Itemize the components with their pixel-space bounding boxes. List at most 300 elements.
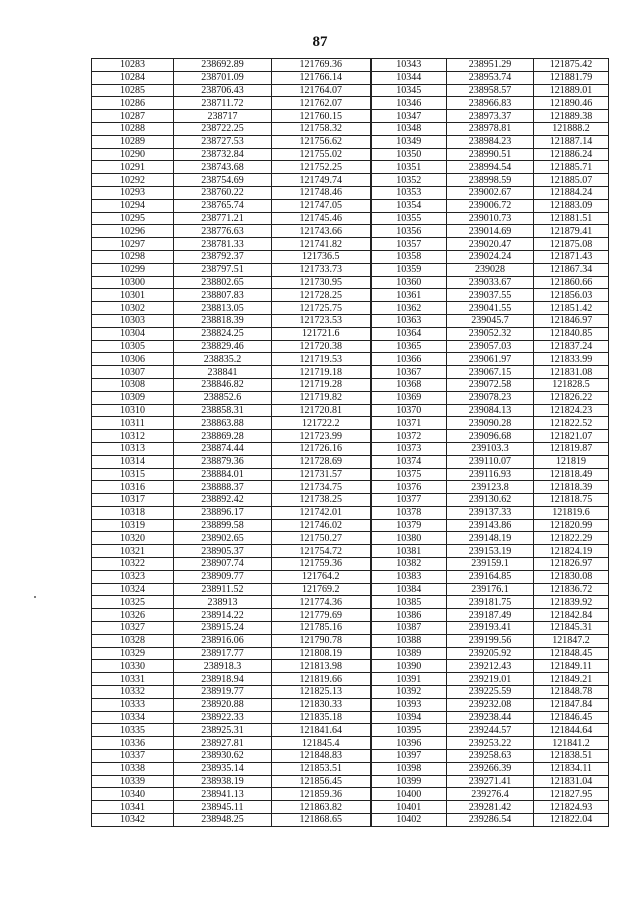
table-row <box>92 135 609 148</box>
point-number-left: 10325 <box>92 596 174 609</box>
scan-speck <box>34 596 36 598</box>
y-coordinate-left: 121719.53 <box>272 353 371 366</box>
y-coordinate-left: 121835.18 <box>272 711 371 724</box>
y-coordinate-left: 121723.53 <box>272 314 371 327</box>
x-coordinate-left: 238802.65 <box>174 276 272 289</box>
x-coordinate-left: 238722.25 <box>174 122 272 135</box>
y-coordinate-left: 121719.18 <box>272 366 371 379</box>
table-row <box>92 596 609 609</box>
y-coordinate-left: 121720.81 <box>272 404 371 417</box>
x-coordinate-left: 238846.82 <box>174 378 272 391</box>
y-coordinate-right: 121840.85 <box>534 327 609 340</box>
y-coordinate-left: 121863.82 <box>272 801 371 814</box>
x-coordinate-left: 238835.2 <box>174 353 272 366</box>
y-coordinate-right: 121847.2 <box>534 634 609 647</box>
point-number-left: 10286 <box>92 97 174 110</box>
x-coordinate-left: 238915.24 <box>174 622 272 635</box>
x-coordinate-right: 239090.28 <box>447 417 534 430</box>
page-number: 87 <box>312 34 328 50</box>
point-number-left: 10320 <box>92 532 174 545</box>
point-number-left: 10332 <box>92 686 174 699</box>
point-number-left: 10319 <box>92 519 174 532</box>
y-coordinate-left: 121830.33 <box>272 698 371 711</box>
table-row <box>92 762 609 775</box>
x-coordinate-left: 238919.77 <box>174 686 272 699</box>
x-coordinate-right: 239281.42 <box>447 801 534 814</box>
point-number-left: 10323 <box>92 570 174 583</box>
table-row <box>92 814 609 827</box>
y-coordinate-right: 121875.42 <box>534 59 609 72</box>
point-number-left: 10291 <box>92 161 174 174</box>
x-coordinate-right: 239096.68 <box>447 430 534 443</box>
x-coordinate-left: 238935.14 <box>174 762 272 775</box>
y-coordinate-left: 121859.36 <box>272 788 371 801</box>
table-row <box>92 494 609 507</box>
point-number-left: 10328 <box>92 634 174 647</box>
point-number-left: 10295 <box>92 212 174 225</box>
y-coordinate-right: 121820.99 <box>534 519 609 532</box>
x-coordinate-right: 238951.29 <box>447 59 534 72</box>
x-coordinate-right: 238990.51 <box>447 148 534 161</box>
y-coordinate-right: 121831.08 <box>534 366 609 379</box>
table-row <box>92 225 609 238</box>
y-coordinate-left: 121749.74 <box>272 174 371 187</box>
point-number-left: 10341 <box>92 801 174 814</box>
y-coordinate-left: 121853.51 <box>272 762 371 775</box>
x-coordinate-left: 238920.88 <box>174 698 272 711</box>
y-coordinate-right: 121819 <box>534 455 609 468</box>
point-number-right: 10386 <box>371 609 447 622</box>
y-coordinate-left: 121721.6 <box>272 327 371 340</box>
y-coordinate-right: 121826.97 <box>534 558 609 571</box>
point-number-left: 10311 <box>92 417 174 430</box>
table-row <box>92 186 609 199</box>
point-number-right: 10374 <box>371 455 447 468</box>
point-number-right: 10395 <box>371 724 447 737</box>
point-number-left: 10288 <box>92 122 174 135</box>
point-number-right: 10359 <box>371 263 447 276</box>
point-number-right: 10370 <box>371 404 447 417</box>
x-coordinate-left: 238879.36 <box>174 455 272 468</box>
table-row <box>92 302 609 315</box>
y-coordinate-right: 121837.24 <box>534 340 609 353</box>
table-row <box>92 698 609 711</box>
point-number-right: 10355 <box>371 212 447 225</box>
y-coordinate-left: 121746.02 <box>272 519 371 532</box>
y-coordinate-left: 121758.32 <box>272 122 371 135</box>
point-number-right: 10388 <box>371 634 447 647</box>
y-coordinate-right: 121881.79 <box>534 71 609 84</box>
point-number-right: 10356 <box>371 225 447 238</box>
x-coordinate-right: 239276.4 <box>447 788 534 801</box>
x-coordinate-right: 239212.43 <box>447 660 534 673</box>
x-coordinate-left: 238899.58 <box>174 519 272 532</box>
x-coordinate-right: 239199.56 <box>447 634 534 647</box>
table-row <box>92 750 609 763</box>
y-coordinate-left: 121726.16 <box>272 442 371 455</box>
y-coordinate-left: 121747.05 <box>272 199 371 212</box>
x-coordinate-left: 238781.33 <box>174 238 272 251</box>
x-coordinate-right: 239193.41 <box>447 622 534 635</box>
y-coordinate-left: 121819.66 <box>272 673 371 686</box>
table-row <box>92 724 609 737</box>
y-coordinate-right: 121831.04 <box>534 775 609 788</box>
y-coordinate-left: 121845.4 <box>272 737 371 750</box>
x-coordinate-right: 239181.75 <box>447 596 534 609</box>
y-coordinate-left: 121769.36 <box>272 59 371 72</box>
table-row <box>92 314 609 327</box>
point-number-right: 10401 <box>371 801 447 814</box>
y-coordinate-left: 121813.98 <box>272 660 371 673</box>
x-coordinate-left: 238918.94 <box>174 673 272 686</box>
table-row <box>92 647 609 660</box>
x-coordinate-right: 239137.33 <box>447 506 534 519</box>
point-number-right: 10347 <box>371 110 447 123</box>
x-coordinate-right: 238978.81 <box>447 122 534 135</box>
x-coordinate-right: 239258.63 <box>447 750 534 763</box>
y-coordinate-right: 121889.01 <box>534 84 609 97</box>
y-coordinate-left: 121719.28 <box>272 378 371 391</box>
coordinates-table-body <box>92 59 609 827</box>
table-row <box>92 442 609 455</box>
table-row <box>92 289 609 302</box>
point-number-left: 10335 <box>92 724 174 737</box>
x-coordinate-left: 238717 <box>174 110 272 123</box>
x-coordinate-right: 239164.85 <box>447 570 534 583</box>
point-number-right: 10393 <box>371 698 447 711</box>
point-number-left: 10298 <box>92 250 174 263</box>
y-coordinate-right: 121846.45 <box>534 711 609 724</box>
x-coordinate-right: 239052.32 <box>447 327 534 340</box>
point-number-right: 10392 <box>371 686 447 699</box>
point-number-left: 10309 <box>92 391 174 404</box>
point-number-left: 10331 <box>92 673 174 686</box>
y-coordinate-right: 121822.04 <box>534 814 609 827</box>
coordinates-table <box>91 58 609 827</box>
x-coordinate-right: 239072.58 <box>447 378 534 391</box>
point-number-left: 10308 <box>92 378 174 391</box>
y-coordinate-right: 121824.19 <box>534 545 609 558</box>
x-coordinate-right: 239143.86 <box>447 519 534 532</box>
y-coordinate-right: 121849.11 <box>534 660 609 673</box>
x-coordinate-left: 238706.43 <box>174 84 272 97</box>
y-coordinate-right: 121834.11 <box>534 762 609 775</box>
y-coordinate-right: 121884.24 <box>534 186 609 199</box>
table-row <box>92 570 609 583</box>
y-coordinate-left: 121856.45 <box>272 775 371 788</box>
x-coordinate-left: 238884.01 <box>174 468 272 481</box>
point-number-left: 10327 <box>92 622 174 635</box>
table-row <box>92 110 609 123</box>
table-row <box>92 276 609 289</box>
table-row <box>92 199 609 212</box>
x-coordinate-right: 239232.08 <box>447 698 534 711</box>
y-coordinate-right: 121887.14 <box>534 135 609 148</box>
x-coordinate-left: 238807.83 <box>174 289 272 302</box>
x-coordinate-right: 239045.7 <box>447 314 534 327</box>
x-coordinate-left: 238888.37 <box>174 481 272 494</box>
y-coordinate-left: 121764.07 <box>272 84 371 97</box>
point-number-right: 10377 <box>371 494 447 507</box>
y-coordinate-left: 121868.65 <box>272 814 371 827</box>
x-coordinate-left: 238829.46 <box>174 340 272 353</box>
table-row <box>92 622 609 635</box>
point-number-right: 10361 <box>371 289 447 302</box>
point-number-right: 10358 <box>371 250 447 263</box>
point-number-right: 10354 <box>371 199 447 212</box>
y-coordinate-left: 121728.69 <box>272 455 371 468</box>
point-number-right: 10383 <box>371 570 447 583</box>
x-coordinate-left: 238732.84 <box>174 148 272 161</box>
y-coordinate-right: 121845.31 <box>534 622 609 635</box>
x-coordinate-left: 238922.33 <box>174 711 272 724</box>
table-row <box>92 788 609 801</box>
x-coordinate-right: 239024.24 <box>447 250 534 263</box>
x-coordinate-right: 239037.55 <box>447 289 534 302</box>
x-coordinate-right: 239148.19 <box>447 532 534 545</box>
point-number-right: 10378 <box>371 506 447 519</box>
x-coordinate-right: 239187.49 <box>447 609 534 622</box>
x-coordinate-right: 239271.41 <box>447 775 534 788</box>
y-coordinate-right: 121830.08 <box>534 570 609 583</box>
y-coordinate-left: 121733.73 <box>272 263 371 276</box>
point-number-right: 10364 <box>371 327 447 340</box>
point-number-left: 10340 <box>92 788 174 801</box>
point-number-right: 10345 <box>371 84 447 97</box>
x-coordinate-right: 239130.62 <box>447 494 534 507</box>
table-row <box>92 353 609 366</box>
x-coordinate-left: 238743.68 <box>174 161 272 174</box>
x-coordinate-left: 238792.37 <box>174 250 272 263</box>
x-coordinate-right: 239266.39 <box>447 762 534 775</box>
point-number-right: 10376 <box>371 481 447 494</box>
y-coordinate-right: 121824.23 <box>534 404 609 417</box>
x-coordinate-right: 239103.3 <box>447 442 534 455</box>
y-coordinate-right: 121827.95 <box>534 788 609 801</box>
x-coordinate-right: 239238.44 <box>447 711 534 724</box>
x-coordinate-right: 239014.69 <box>447 225 534 238</box>
point-number-left: 10314 <box>92 455 174 468</box>
point-number-right: 10391 <box>371 673 447 686</box>
y-coordinate-left: 121762.07 <box>272 97 371 110</box>
table-row <box>92 161 609 174</box>
table-row <box>92 634 609 647</box>
y-coordinate-left: 121723.99 <box>272 430 371 443</box>
x-coordinate-left: 238813.05 <box>174 302 272 315</box>
x-coordinate-left: 238892.42 <box>174 494 272 507</box>
point-number-left: 10333 <box>92 698 174 711</box>
y-coordinate-right: 121886.24 <box>534 148 609 161</box>
x-coordinate-left: 238925.31 <box>174 724 272 737</box>
y-coordinate-left: 121743.66 <box>272 225 371 238</box>
y-coordinate-left: 121790.78 <box>272 634 371 647</box>
x-coordinate-left: 238841 <box>174 366 272 379</box>
point-number-left: 10299 <box>92 263 174 276</box>
y-coordinate-right: 121875.08 <box>534 238 609 251</box>
point-number-right: 10394 <box>371 711 447 724</box>
x-coordinate-right: 239010.73 <box>447 212 534 225</box>
x-coordinate-left: 238909.77 <box>174 570 272 583</box>
point-number-left: 10287 <box>92 110 174 123</box>
table-row <box>92 378 609 391</box>
point-number-right: 10381 <box>371 545 447 558</box>
point-number-right: 10360 <box>371 276 447 289</box>
y-coordinate-left: 121748.46 <box>272 186 371 199</box>
table-row <box>92 340 609 353</box>
y-coordinate-right: 121833.99 <box>534 353 609 366</box>
y-coordinate-right: 121885.07 <box>534 174 609 187</box>
table-row <box>92 122 609 135</box>
x-coordinate-right: 239006.72 <box>447 199 534 212</box>
y-coordinate-right: 121821.07 <box>534 430 609 443</box>
x-coordinate-right: 239110.07 <box>447 455 534 468</box>
point-number-right: 10379 <box>371 519 447 532</box>
y-coordinate-right: 121860.66 <box>534 276 609 289</box>
x-coordinate-left: 238692.89 <box>174 59 272 72</box>
point-number-right: 10350 <box>371 148 447 161</box>
point-number-right: 10384 <box>371 583 447 596</box>
y-coordinate-left: 121728.25 <box>272 289 371 302</box>
y-coordinate-left: 121769.2 <box>272 583 371 596</box>
x-coordinate-right: 239176.1 <box>447 583 534 596</box>
table-row <box>92 673 609 686</box>
point-number-left: 10300 <box>92 276 174 289</box>
table-row <box>92 212 609 225</box>
x-coordinate-right: 238966.83 <box>447 97 534 110</box>
x-coordinate-right: 239219.01 <box>447 673 534 686</box>
table-row <box>92 455 609 468</box>
table-row <box>92 238 609 251</box>
y-coordinate-right: 121824.93 <box>534 801 609 814</box>
point-number-right: 10357 <box>371 238 447 251</box>
point-number-right: 10380 <box>371 532 447 545</box>
y-coordinate-right: 121851.42 <box>534 302 609 315</box>
x-coordinate-right: 239225.59 <box>447 686 534 699</box>
point-number-left: 10322 <box>92 558 174 571</box>
x-coordinate-right: 239078.23 <box>447 391 534 404</box>
x-coordinate-right: 239061.97 <box>447 353 534 366</box>
table-row <box>92 609 609 622</box>
x-coordinate-right: 238953.74 <box>447 71 534 84</box>
point-number-left: 10285 <box>92 84 174 97</box>
y-coordinate-left: 121738.25 <box>272 494 371 507</box>
point-number-right: 10349 <box>371 135 447 148</box>
y-coordinate-left: 121759.36 <box>272 558 371 571</box>
y-coordinate-right: 121849.21 <box>534 673 609 686</box>
point-number-left: 10313 <box>92 442 174 455</box>
point-number-left: 10316 <box>92 481 174 494</box>
point-number-left: 10315 <box>92 468 174 481</box>
x-coordinate-left: 238930.62 <box>174 750 272 763</box>
table-row <box>92 583 609 596</box>
y-coordinate-left: 121766.14 <box>272 71 371 84</box>
x-coordinate-right: 239041.55 <box>447 302 534 315</box>
y-coordinate-right: 121889.38 <box>534 110 609 123</box>
point-number-left: 10305 <box>92 340 174 353</box>
y-coordinate-left: 121785.16 <box>272 622 371 635</box>
point-number-right: 10375 <box>371 468 447 481</box>
y-coordinate-left: 121752.25 <box>272 161 371 174</box>
x-coordinate-left: 238938.19 <box>174 775 272 788</box>
y-coordinate-right: 121828.5 <box>534 378 609 391</box>
point-number-right: 10398 <box>371 762 447 775</box>
point-number-right: 10351 <box>371 161 447 174</box>
y-coordinate-right: 121846.97 <box>534 314 609 327</box>
x-coordinate-left: 238913 <box>174 596 272 609</box>
point-number-left: 10293 <box>92 186 174 199</box>
point-number-right: 10389 <box>371 647 447 660</box>
x-coordinate-left: 238945.11 <box>174 801 272 814</box>
y-coordinate-right: 121847.84 <box>534 698 609 711</box>
point-number-left: 10329 <box>92 647 174 660</box>
table-row <box>92 148 609 161</box>
point-number-left: 10284 <box>92 71 174 84</box>
y-coordinate-right: 121818.39 <box>534 481 609 494</box>
y-coordinate-left: 121756.62 <box>272 135 371 148</box>
x-coordinate-left: 238727.53 <box>174 135 272 148</box>
y-coordinate-left: 121731.57 <box>272 468 371 481</box>
y-coordinate-right: 121848.45 <box>534 647 609 660</box>
table-row <box>92 545 609 558</box>
point-number-left: 10342 <box>92 814 174 827</box>
point-number-right: 10382 <box>371 558 447 571</box>
table-row <box>92 366 609 379</box>
y-coordinate-right: 121838.51 <box>534 750 609 763</box>
x-coordinate-right: 238998.59 <box>447 174 534 187</box>
y-coordinate-right: 121822.52 <box>534 417 609 430</box>
table-row <box>92 737 609 750</box>
y-coordinate-right: 121844.64 <box>534 724 609 737</box>
x-coordinate-right: 238994.54 <box>447 161 534 174</box>
point-number-right: 10366 <box>371 353 447 366</box>
point-number-right: 10353 <box>371 186 447 199</box>
table-row <box>92 660 609 673</box>
x-coordinate-right: 239002.67 <box>447 186 534 199</box>
x-coordinate-left: 238917.77 <box>174 647 272 660</box>
x-coordinate-right: 239205.92 <box>447 647 534 660</box>
point-number-right: 10371 <box>371 417 447 430</box>
y-coordinate-right: 121867.34 <box>534 263 609 276</box>
point-number-left: 10303 <box>92 314 174 327</box>
point-number-left: 10334 <box>92 711 174 724</box>
y-coordinate-left: 121760.15 <box>272 110 371 123</box>
x-coordinate-right: 239244.57 <box>447 724 534 737</box>
x-coordinate-right: 238984.23 <box>447 135 534 148</box>
x-coordinate-right: 239153.19 <box>447 545 534 558</box>
y-coordinate-left: 121774.36 <box>272 596 371 609</box>
y-coordinate-right: 121819.6 <box>534 506 609 519</box>
y-coordinate-right: 121890.46 <box>534 97 609 110</box>
x-coordinate-right: 239286.54 <box>447 814 534 827</box>
point-number-left: 10339 <box>92 775 174 788</box>
table-row <box>92 481 609 494</box>
y-coordinate-right: 121885.71 <box>534 161 609 174</box>
table-row <box>92 430 609 443</box>
table-row <box>92 801 609 814</box>
point-number-right: 10397 <box>371 750 447 763</box>
x-coordinate-right: 239020.47 <box>447 238 534 251</box>
y-coordinate-left: 121754.72 <box>272 545 371 558</box>
y-coordinate-right: 121819.87 <box>534 442 609 455</box>
x-coordinate-left: 238754.69 <box>174 174 272 187</box>
point-number-left: 10292 <box>92 174 174 187</box>
x-coordinate-left: 238701.09 <box>174 71 272 84</box>
y-coordinate-left: 121722.2 <box>272 417 371 430</box>
x-coordinate-left: 238927.81 <box>174 737 272 750</box>
point-number-left: 10301 <box>92 289 174 302</box>
table-row <box>92 519 609 532</box>
point-number-right: 10373 <box>371 442 447 455</box>
